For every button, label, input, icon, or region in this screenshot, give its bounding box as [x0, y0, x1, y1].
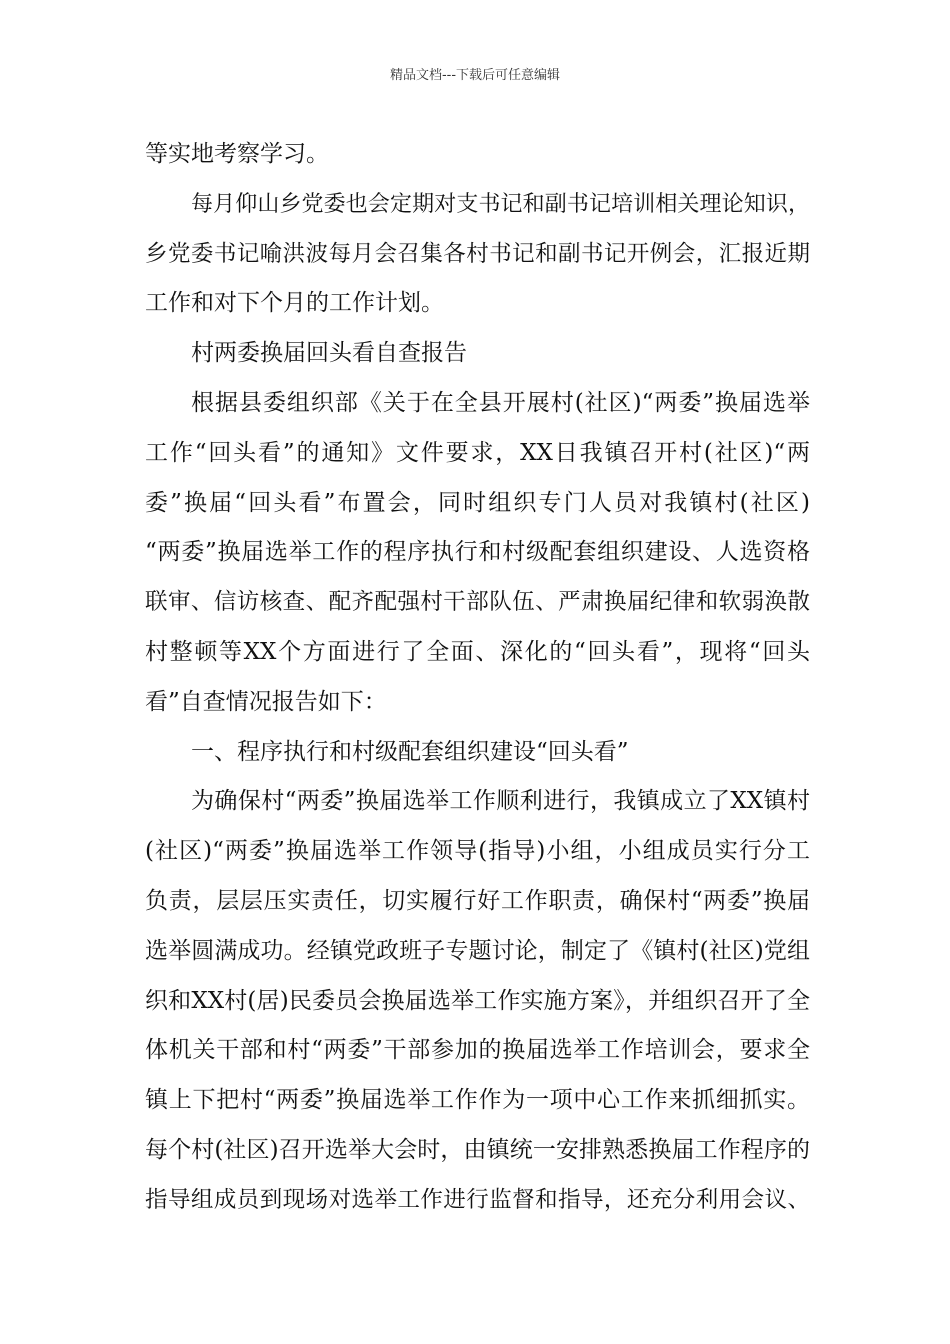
text-line: 工作“回头看”的通知》文件要求，XX日我镇召开村(社区)“两 [145, 439, 810, 466]
page-header: 精品文档---下载后可任意编辑 [389, 68, 561, 83]
text-line: 乡党委书记喻洪波每月会召集各村书记和副书记开例会，汇报近期 [145, 240, 810, 267]
text-line: 每个村(社区)召开选举大会时，由镇统一安排熟悉换届工作程序的 [145, 1136, 810, 1163]
text-line: 体机关干部和村“两委”干部参加的换届选举工作培训会，要求全 [145, 1037, 810, 1064]
section-heading: 村两委换届回头看自查报告 [191, 340, 467, 367]
text-line: 村整顿等XX个方面进行了全面、深化的“回头看”，现将“回头 [145, 638, 810, 665]
text-line: 工作和对下个月的工作计划。 [145, 290, 444, 317]
section-heading: 一、程序执行和村级配套组织建设“回头看” [191, 738, 629, 765]
text-line: 织和XX村(居)民委员会换届选举工作实施方案》，并组织召开了全 [145, 987, 810, 1014]
paragraph-start: 每月仰山乡党委也会定期对支书记和副书记培训相关理论知识， [191, 191, 810, 217]
text-line: 委”换届“回头看”布置会，同时组织专门人员对我镇村(社区) [145, 489, 810, 516]
text-line: 选举圆满成功。经镇党政班子专题讨论，制定了《镇村(社区)党组 [145, 937, 810, 964]
text-line: 镇上下把村“两委”换届选举工作作为一项中心工作来抓细抓实。 [145, 1087, 810, 1114]
text-line: 看”自查情况报告如下： [145, 688, 387, 715]
paragraph-start: 为确保村“两委”换届选举工作顺利进行，我镇成立了XX镇村 [191, 788, 810, 815]
document-body [145, 130, 810, 1226]
text-line: 负责，层层压实责任，切实履行好工作职责，确保村“两委”换届 [145, 887, 810, 914]
text-line: (社区)“两委”换届选举工作领导(指导)小组，小组成员实行分工 [145, 838, 810, 865]
text-line: 指导组成员到现场对选举工作进行监督和指导，还充分利用会议、 [145, 1186, 810, 1213]
text-line: 联审、信访核查、配齐配强村干部队伍、严肃换届纪律和软弱涣散 [145, 589, 810, 616]
text-line: 等实地考察学习。 [145, 141, 329, 167]
text-line: “两委”换届选举工作的程序执行和村级配套组织建设、人选资格 [145, 539, 810, 566]
paragraph-start: 根据县委组织部《关于在全县开展村(社区)“两委”换届选举 [191, 389, 810, 416]
